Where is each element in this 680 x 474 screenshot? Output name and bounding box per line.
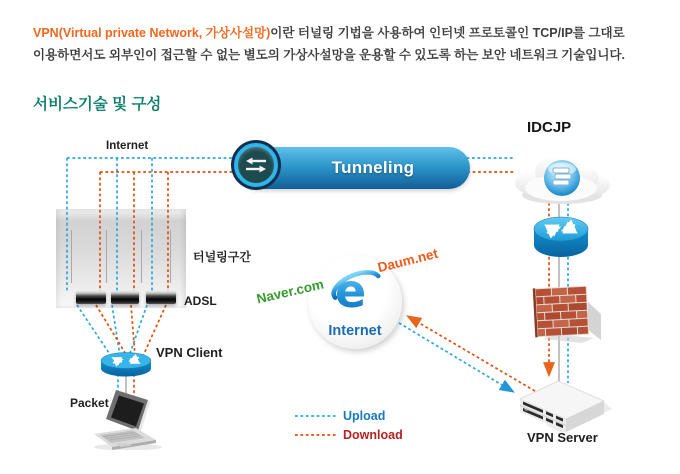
browser-e-icon <box>328 263 384 315</box>
globe-internet-label: Internet <box>328 323 382 339</box>
tunnel-section-label: 터널링구간 <box>193 250 251 264</box>
adsl-modem-icon <box>111 291 139 304</box>
legend-upload-label: Upload <box>343 409 386 423</box>
section-title: 서비스기술 및 구성 <box>33 96 162 113</box>
packet-label: Packet <box>70 396 109 410</box>
tunneling-banner <box>238 147 470 189</box>
router-icon <box>532 215 590 263</box>
vpn-client-router-icon <box>99 351 153 377</box>
firewall-icon <box>532 282 604 344</box>
naver-label: Naver.com <box>255 276 326 307</box>
intro-line-2: 이용하면서도 외부인이 접근할 수 없는 별도의 가상사설망을 운용할 수 있도록 하는 보안 네트워크 기술입니다. <box>33 48 625 62</box>
intro-paragraph <box>33 22 655 66</box>
vpn-client-label: VPN Client <box>156 345 223 360</box>
adsl-label: ADSL <box>184 294 217 308</box>
internet-top-label: Internet <box>106 140 149 152</box>
intro-highlight: VPN(Virtual private Network, 가상사설망) <box>33 26 271 40</box>
intro-line-1 <box>33 22 655 44</box>
svg-text:e: e <box>335 264 367 315</box>
intro-line-1-rest: 이란 터널링 기법을 사용하여 인터넷 프로토콜인 TCP/IP를 그대로 <box>270 26 625 40</box>
adsl-modem-icon <box>76 291 106 304</box>
adsl-modem-icon <box>146 291 176 304</box>
vpn-server-label: VPN Server <box>527 430 598 445</box>
vpn-server-icon <box>512 375 612 435</box>
legend-download-label: Download <box>343 428 403 442</box>
idc-cloud-icon <box>511 142 613 210</box>
tunneling-banner-label: Tunneling <box>331 158 415 177</box>
daum-label: Daum.net <box>376 245 440 276</box>
idcjp-label: IDCJP <box>527 119 572 136</box>
tunneling-arrows-icon <box>234 143 278 187</box>
